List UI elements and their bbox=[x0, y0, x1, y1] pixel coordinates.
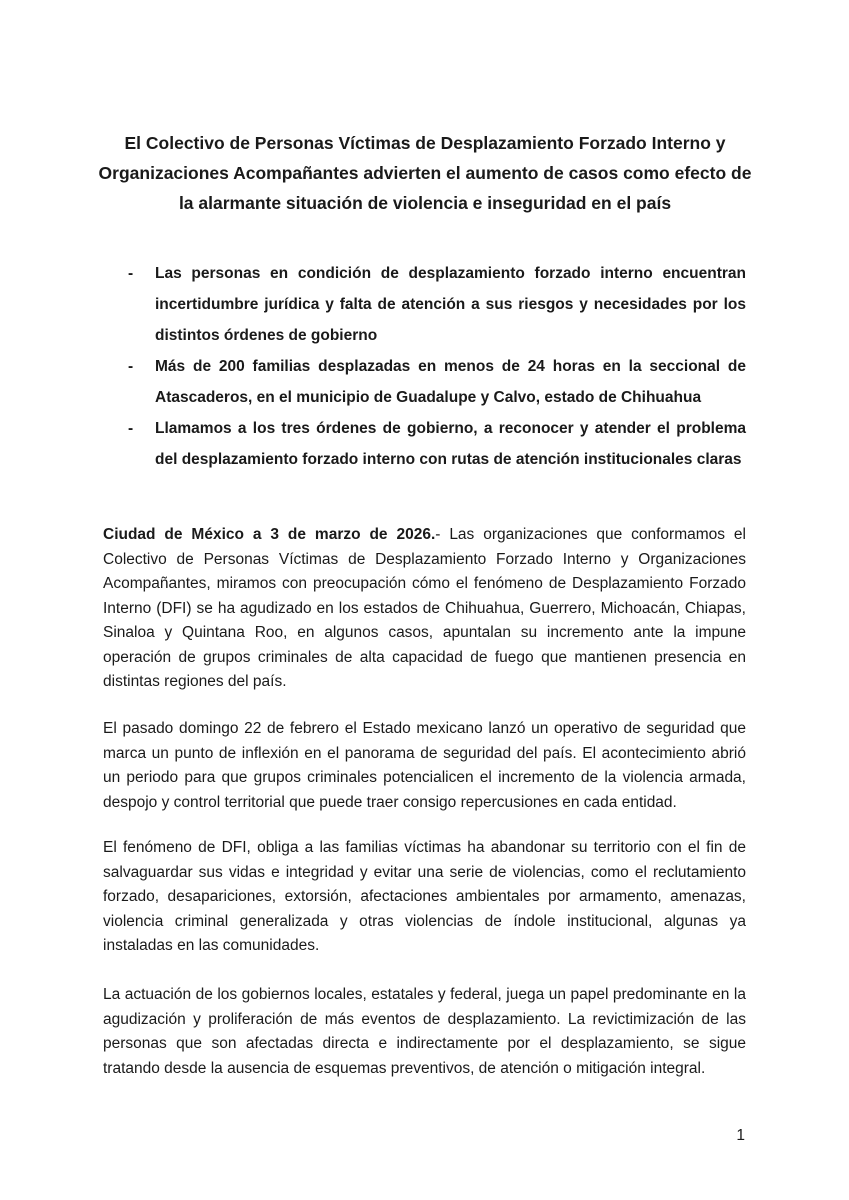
bullet-dash: - bbox=[128, 420, 134, 437]
bullet-dash: - bbox=[128, 358, 134, 375]
bullet-text: Más de 200 familias desplazadas en menos de 24 horas en la seccional de Atascaderos, en el municipio de Guadalupe y Calvo, estado de Chihuahua bbox=[155, 358, 746, 406]
bullet-text: Las personas en condición de desplazamiento forzado interno encuentran incertidumbre jurídica y falta de atención a sus riesgos y necesidades por los distintos órdenes de gobierno bbox=[155, 265, 746, 344]
paragraph-4: La actuación de los gobiernos locales, estatales y federal, juega un papel predominante en la agudización y proliferación de más eventos de desplazamiento. La revictimización de las personas que son afectadas directa e indirectamente por el desplazamiento, se sigue tratando desde la ausencia de esquemas preventivos, de atención o mitigación integral. bbox=[103, 986, 746, 1077]
document-title: El Colectivo de Personas Víctimas de Desplazamiento Forzado Interno y Organizaciones Acompañantes advierten el aumento de casos como efecto de la alarmante situación de violencia e inseguridad en el país bbox=[98, 133, 752, 213]
dateline: Ciudad de México a 3 de marzo de 2026. bbox=[103, 526, 436, 543]
paragraph-2: El pasado domingo 22 de febrero el Estado mexicano lanzó un operativo de seguridad que marca un punto de inflexión en el panorama de seguridad del país. El acontecimiento abrió un periodo para que grupos criminales potencialicen el incremento de la violencia armada, despojo y control territorial que puede traer consigo repercusiones en cada entidad. bbox=[103, 720, 746, 811]
bullet-text: Llamamos a los tres órdenes de gobierno, a reconocer y atender el problema del desplazamiento forzado interno con rutas de atención institucionales claras bbox=[155, 420, 746, 468]
paragraph-1-text: - Las organizaciones que conformamos el Colectivo de Personas Víctimas de Desplazamiento Forzado Interno y Organizaciones Acompañantes, miramos con preocupación cómo el fenómeno de Desplazamiento Forzado Interno (DFI) se ha agudizado en los estados de Chihuahua, Guerrero, Michoacán, Chiapas, Sinaloa y Quintana Roo, en algunos casos, apuntalan su incremento ante la impune operación de grupos criminales de alta capacidad de fuego que mantienen presencia en distintas regiones del país. bbox=[103, 526, 747, 690]
list-item bbox=[128, 351, 746, 413]
list-item bbox=[128, 413, 746, 475]
bullet-dash: - bbox=[128, 265, 134, 282]
paragraph-3: El fenómeno de DFI, obliga a las familias víctimas ha abandonar su territorio con el fin de salvaguardar sus vidas e integridad y evitar una serie de violencias, como el reclutamiento forzado, desapariciones, extorsión, afectaciones ambientales por armamento, amenazas, violencia criminal generalizada y otras violencias de índole institucional, algunas ya instaladas en las comunidades. bbox=[103, 839, 746, 954]
page-number: 1 bbox=[736, 1127, 745, 1144]
list-item bbox=[128, 258, 746, 351]
paragraph-1 bbox=[103, 523, 746, 695]
key-points-list bbox=[128, 258, 746, 475]
